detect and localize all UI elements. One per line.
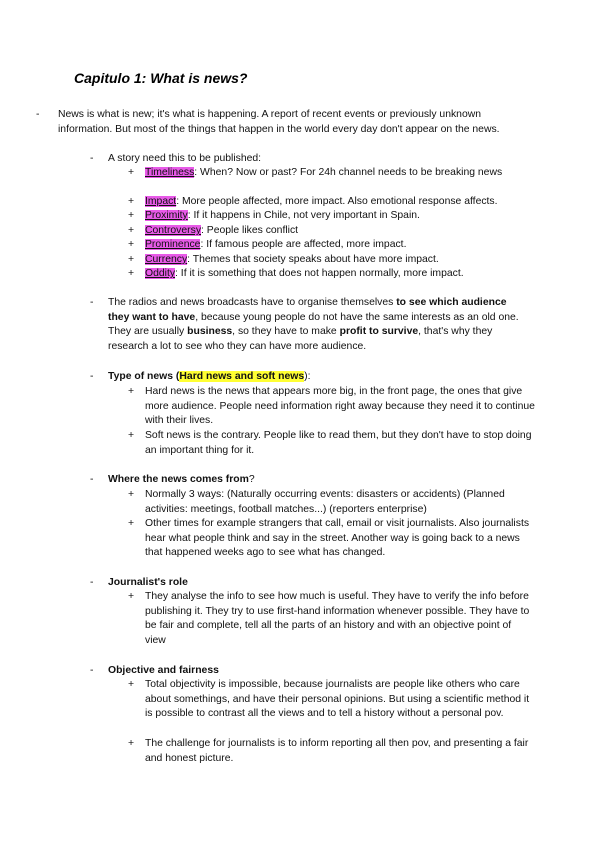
criterion-currency [145, 253, 545, 268]
type-of-news-heading [108, 370, 528, 385]
criterion-term: Proximity [145, 210, 188, 221]
plus-bullet: + [128, 489, 135, 500]
text-run: The radios and news broadcasts have to organise themselves [108, 297, 397, 308]
journalist-role-item: They analyse the info to see how much is useful. They have to verify the info before publishing it. They try to use first-hand information whenever possible. They have to be fair and complete, tell all the parts of an history and with an objective point of view [145, 591, 530, 646]
bold-run: business [187, 326, 233, 337]
dash-bullet: - [90, 665, 94, 676]
story-needs-heading: A story need this to be published: [108, 153, 262, 164]
criterion-term: Timeliness [145, 167, 195, 178]
plus-bullet: + [128, 210, 135, 221]
plus-bullet: + [128, 196, 135, 207]
plus-bullet: + [128, 738, 135, 749]
criterion-timeliness [145, 166, 515, 181]
dash-bullet: - [90, 297, 94, 308]
intro-paragraph: News is what is new; it's what is happening. A report of recent events or previously unknown information. But most of the things that happen in the world every day don't appear on the news. [58, 109, 500, 135]
criterion-desc: : Themes that society speaks about have more impact. [187, 254, 439, 265]
plus-bullet: + [128, 268, 135, 279]
criterion-term: Controversy [145, 225, 202, 236]
bold-run: to see which audience they want to have [108, 297, 507, 323]
criterion-desc: : People likes conflict [201, 225, 299, 236]
heading-text: Where the news comes from [108, 474, 249, 485]
criterion-proximity [145, 209, 545, 224]
dash-bullet: - [90, 371, 94, 382]
criterion-desc: : If it is something that does not happen normally, more impact. [175, 268, 464, 279]
plus-bullet: + [128, 239, 135, 250]
news-source-item: Normally 3 ways: (Naturally occurring events: disasters or accidents) (Planned activities: meetings, football matches...) (reporters enterprise) [145, 489, 505, 515]
type-of-news-item: Soft news is the contrary. People like to read them, but they don't have to stop doing an important thing for it. [145, 430, 532, 456]
plus-bullet: + [128, 386, 135, 397]
plus-bullet: + [128, 254, 135, 265]
plus-bullet: + [128, 518, 135, 529]
criterion-oddity [145, 267, 545, 282]
criterion-term: Oddity [145, 268, 176, 279]
news-source-item: Other times for example strangers that call, email or visit journalists. Also journalists hear what people think and say in the street. Another way is going back to a news that happened weeks ago to see what has changed. [145, 518, 530, 558]
criterion-impact [145, 195, 545, 210]
page-title: Capitulo 1: What is news? [74, 70, 248, 86]
text-run: , that's why they research a lot to see who they can have more audience. [108, 326, 493, 352]
heading-tail: ? [248, 474, 255, 485]
dash-bullet: - [90, 577, 94, 588]
plus-bullet: + [128, 225, 135, 236]
radios-paragraph [108, 296, 528, 354]
objectivity-heading: Objective and fairness [108, 665, 219, 676]
criterion-controversy [145, 224, 545, 239]
heading-text: Type of news ( [108, 371, 180, 382]
criterion-desc: : When? Now or past? For 24h channel needs to be breaking news [194, 167, 503, 178]
highlighted-text: Hard news and soft news [179, 371, 305, 382]
plus-bullet: + [128, 679, 135, 690]
criterion-desc: : More people affected, more impact. Also emotional response affects. [176, 196, 498, 207]
plus-bullet: + [128, 167, 135, 178]
dash-bullet: - [90, 474, 94, 485]
criterion-term: Prominence [145, 239, 201, 250]
journalist-role-heading: Journalist's role [108, 577, 188, 588]
objectivity-item: Total objectivity is impossible, because journalists are people like others who care about somethings, and have their personal opinions. But using a scientific method it is possible to contrast all the views and to tell a history without a personal pov. [145, 679, 530, 719]
criterion-term: Currency [145, 254, 188, 265]
type-of-news-item: Hard news is the news that appears more big, in the front page, the ones that give more audience. People need information right away because they need it to continue with their lives. [145, 386, 535, 426]
criterion-term: Impact [145, 196, 177, 207]
dash-bullet: - [36, 109, 40, 120]
news-source-heading [108, 473, 528, 488]
criterion-desc: : If it happens in Chile, not very important in Spain. [187, 210, 420, 221]
plus-bullet: + [128, 430, 135, 441]
bold-run: profit to survive [339, 326, 419, 337]
heading-tail: ): [304, 371, 311, 382]
plus-bullet: + [128, 591, 135, 602]
criterion-desc: : If famous people are affected, more impact. [200, 239, 407, 250]
text-run: , so they have to make [232, 326, 340, 337]
objectivity-item: The challenge for journalists is to inform reporting all then pov, and presenting a fair and honest picture. [145, 738, 529, 764]
criterion-prominence [145, 238, 545, 253]
text-run: , because young people do not have the same interests as an old one. They are usually [108, 311, 519, 337]
dash-bullet: - [90, 153, 94, 164]
